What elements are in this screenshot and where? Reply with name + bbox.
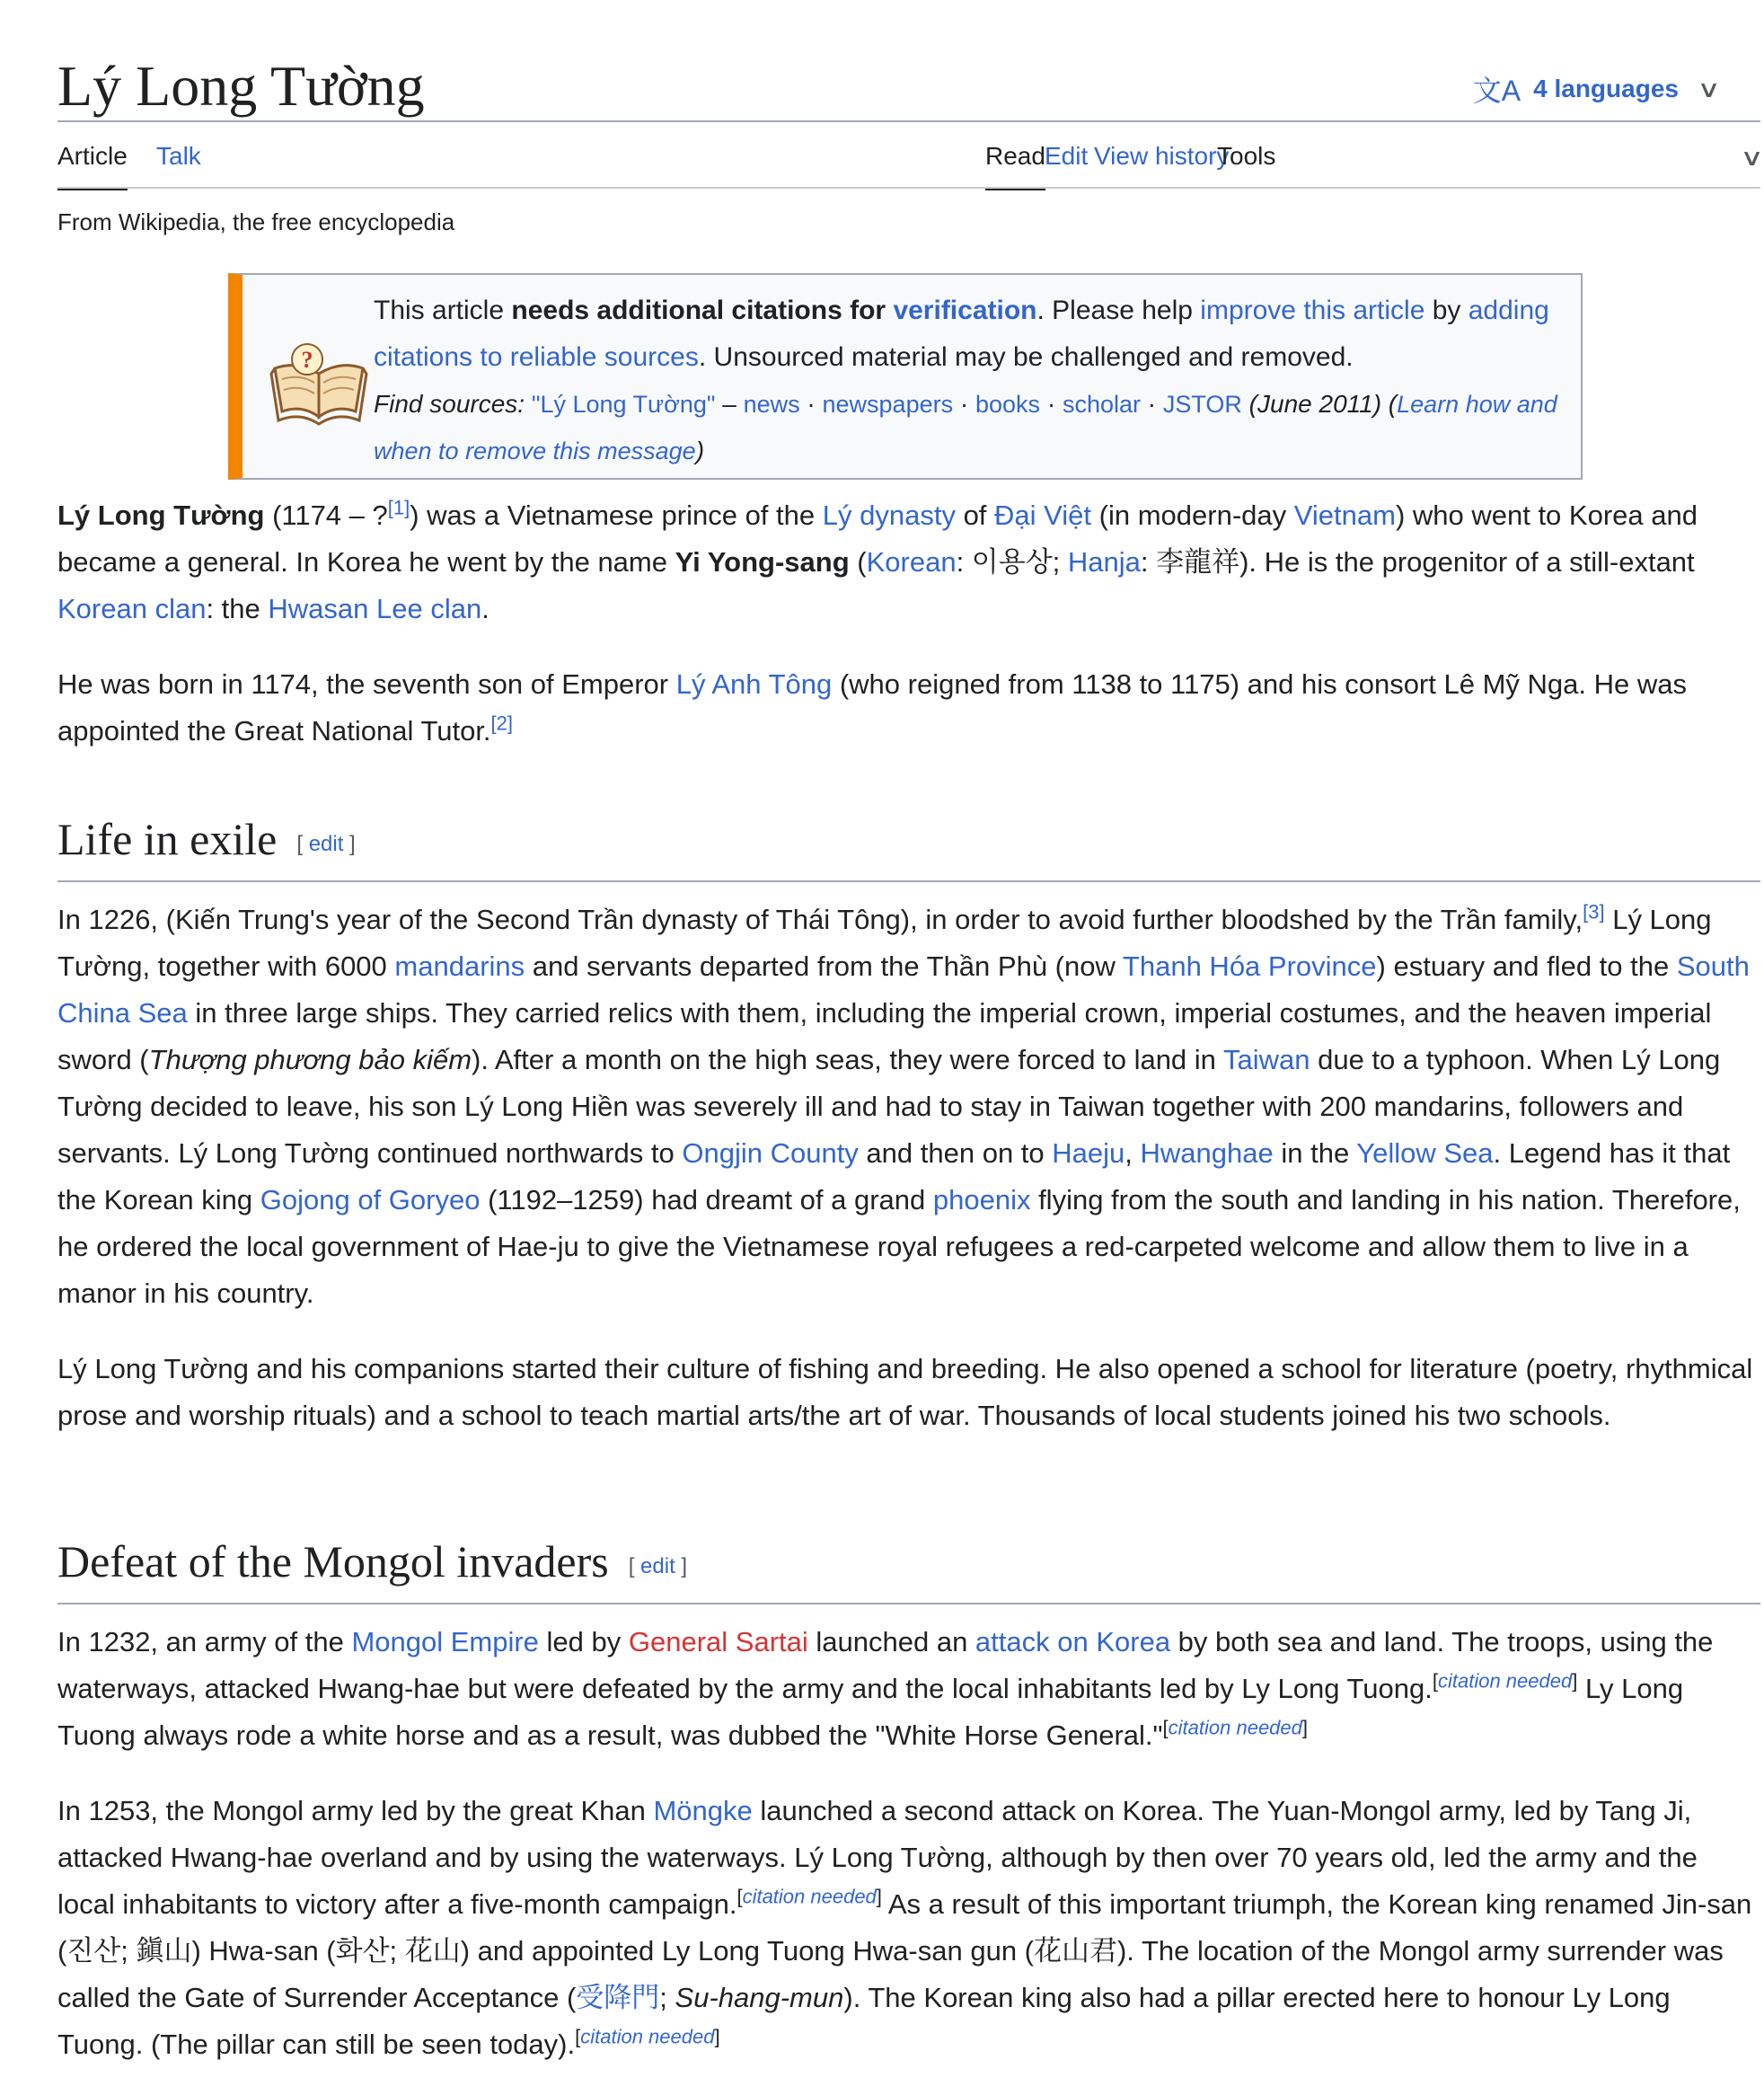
find-sources-label: Find sources: <box>374 390 532 418</box>
link-hwanghae[interactable]: Hwanghae <box>1140 1137 1274 1169</box>
ref-3[interactable] <box>1583 901 1604 924</box>
bracket: ] <box>876 1885 882 1908</box>
notice-text-3: by <box>1424 296 1469 325</box>
text: by both sea and land. The troops, using the waterways, attacked Hwang-hae but were defeated by the army and the local inhabitants led by Ly Long Tuong. <box>57 1626 1714 1704</box>
ref-1[interactable] <box>388 497 410 519</box>
find-sep: · <box>953 390 975 418</box>
ref-3-link[interactable]: [3] <box>1583 900 1605 924</box>
text: ). The Korean king also had a pillar erected here to honour Ly Long Tuong. (The pillar can still be seen today). <box>57 1982 1671 2060</box>
bracket: ] <box>1572 1669 1578 1693</box>
text: launched a second attack on Korea. The Yuan-Mongol army, led by Tang Ji, attacked Hwang-hae overland and by using the waterways. Lý Long Tường, although by then over 70 years old, led the army and the local inhabitants to victory after a five-month campaign. <box>57 1795 1698 1920</box>
text: Lý Long Tường, together with 6000 <box>57 904 1712 982</box>
link-taiwan[interactable]: Taiwan <box>1222 1044 1310 1075</box>
bracket: ] <box>1301 1716 1309 1739</box>
text: . Legend has it that the Korean king <box>57 1137 1731 1215</box>
notice-close-paren: ) <box>695 437 705 464</box>
link-hwasan-lee-clan[interactable]: Hwasan Lee clan <box>268 593 482 624</box>
text: He was born in 1174, the seventh son of Emperor <box>57 668 676 700</box>
subject-name: Lý Long Tường <box>57 499 265 531</box>
text: In 1232, an army of the <box>57 1626 352 1657</box>
notice-text-1: This article <box>374 296 512 325</box>
link-dai-viet[interactable]: Đại Việt <box>994 499 1092 531</box>
tab-view-history[interactable]: View history <box>1094 142 1230 170</box>
ref-1-link[interactable]: [1] <box>387 496 410 519</box>
section-title: Defeat of the Mongol invaders <box>57 1536 609 1587</box>
notice-date: (June 2011) ( <box>1241 390 1398 418</box>
text: . <box>481 593 490 624</box>
citation-needed-link[interactable]: citation needed <box>1437 1669 1573 1693</box>
intro-paragraph-1 <box>57 492 1757 632</box>
edit-section-link[interactable]: edit <box>640 1554 675 1578</box>
citation-needed-link[interactable]: citation needed <box>742 1885 877 1908</box>
section-title: Life in exile <box>57 814 278 864</box>
link-south-china-sea[interactable]: South China Sea <box>57 950 1750 1029</box>
link-scholar[interactable]: scholar <box>1062 391 1141 418</box>
mongol-section <box>57 1619 1757 2068</box>
link-news[interactable]: news <box>743 391 800 418</box>
bracket: [ <box>1432 1669 1438 1693</box>
link-books[interactable]: books <box>975 391 1041 418</box>
citation-needed-link[interactable]: citation needed <box>1168 1716 1302 1739</box>
site-tagline: From Wikipedia, the free encyclopedia <box>57 208 455 235</box>
link-ly-anh-tong[interactable]: Lý Anh Tông <box>675 668 833 700</box>
ref-2[interactable] <box>491 712 513 735</box>
section-heading-exile <box>57 810 1760 882</box>
heading-divider <box>57 880 1760 882</box>
bracket: [ <box>296 832 309 856</box>
link-hanja[interactable]: Hanja <box>1067 546 1141 578</box>
text: due to a typhoon. When Lý Long Tường decided to leave, his son Lý Long Hiền was severely ill and had to stay in Taiwan together with 200 mandarins, followers and servants. Lý Long Tường continued northwards to <box>57 1044 1721 1169</box>
tab-talk[interactable]: Talk <box>156 142 201 170</box>
text: ; <box>659 1982 675 2013</box>
section-edit <box>296 832 355 856</box>
korean-name: Yi Yong-sang <box>675 546 850 578</box>
tools-chevron-icon[interactable]: ∨ <box>1740 144 1764 171</box>
mongol-paragraph-1 <box>57 1619 1757 1759</box>
tools-menu[interactable]: Tools <box>1217 142 1276 170</box>
heading-divider <box>57 1603 1760 1604</box>
link-attack-on-korea[interactable]: attack on Korea <box>975 1626 1171 1657</box>
title-divider <box>57 120 1760 122</box>
edit-section-link[interactable]: edit <box>308 832 344 856</box>
citation-needed[interactable] <box>1163 1717 1308 1739</box>
text: (who reigned from 1138 to 1175) and his consort Lê Mỹ Nga. He was appointed the Great National Tutor. <box>57 668 1687 747</box>
link-mongke[interactable]: Möngke <box>653 1795 753 1826</box>
gate-romanization: Su-hang-mun <box>675 1982 844 2013</box>
link-mongol-empire[interactable]: Mongol Empire <box>351 1626 539 1657</box>
citation-needed[interactable] <box>736 1886 881 1908</box>
text: led by <box>538 1626 629 1657</box>
text: launched an <box>807 1626 975 1657</box>
text: flying from the south and landing in his nation. Therefore, he ordered the local government of Hae-ju to give the Vietnamese royal refugees a red-carpeted welcome and allow them to live in a manor in his country. <box>57 1184 1741 1309</box>
text: and then on to <box>858 1137 1053 1169</box>
text: in three large ships. They carried relics with them, including the imperial crown, imperial costumes, and the heaven imperial sword ( <box>57 997 1712 1075</box>
text: ) was a Vietnamese prince of the <box>410 499 823 531</box>
citation-notice <box>228 273 1583 480</box>
find-sep: · <box>1140 390 1163 418</box>
link-mandarins[interactable]: mandarins <box>394 950 525 982</box>
section-edit <box>629 1554 687 1578</box>
svg-text:?: ? <box>301 347 313 373</box>
language-count: 4 languages <box>1533 75 1679 102</box>
text: ) estuary and fled to the <box>1376 950 1677 982</box>
bracket: [ <box>628 1554 641 1578</box>
tab-edit[interactable]: Edit <box>1045 142 1089 170</box>
tab-article[interactable]: Article <box>57 142 128 170</box>
text: : 이용상; <box>956 546 1068 578</box>
link-thanh-hoa[interactable]: Thanh Hóa Province <box>1122 950 1377 982</box>
text: In 1253, the Mongol army led by the great Khan <box>57 1795 654 1826</box>
exile-paragraph-2: Lý Long Tường and his companions started their culture of fishing and breeding. He also opened a school for literature (poetry, rhythmical prose and worship rituals) and a school to teach martial arts/the art of war. Thousands of local students joined his two schools. <box>57 1353 1753 1431</box>
link-general-sartai[interactable]: General Sartai <box>628 1626 808 1657</box>
text: : 李龍祥). He is the progenitor of a still-extant <box>1140 546 1695 578</box>
bracket: [ <box>736 1885 743 1908</box>
link-korean[interactable]: Korean <box>866 546 957 578</box>
bracket: ] <box>675 1554 688 1578</box>
section-heading-mongol <box>57 1533 1760 1604</box>
tab-read[interactable]: Read <box>985 142 1045 170</box>
tabs-divider <box>57 187 1760 189</box>
bracket: ] <box>343 832 356 856</box>
language-selector[interactable] <box>1472 68 1721 110</box>
exile-section <box>57 897 1757 1439</box>
link-adding-citations[interactable]: adding citations to reliable sources <box>374 296 1549 372</box>
text: ). After a month on the high seas, they were forced to land in <box>472 1044 1223 1075</box>
link-ongjin-county[interactable]: Ongjin County <box>682 1137 859 1169</box>
chevron-down-icon: ∨ <box>1697 75 1721 102</box>
text: In 1226, (Kiến Trung's year of the Second Trần dynasty of Thái Tông), in order to avoid further bloodshed by the Trần family, <box>57 904 1583 935</box>
notice-bold: needs additional citations for <box>511 296 894 325</box>
ref-2-link[interactable]: [2] <box>490 712 514 735</box>
text: (in modern-day <box>1091 499 1294 531</box>
text: (1192–1259) had dreamt of a grand <box>480 1184 933 1215</box>
mongol-paragraph-2 <box>57 1788 1757 2068</box>
citation-needed[interactable] <box>1433 1670 1577 1693</box>
exile-paragraph-1 <box>57 897 1757 1317</box>
intro-paragraph-2 <box>57 661 1757 755</box>
bracket: ] <box>714 2025 720 2048</box>
book-question-icon <box>269 338 368 428</box>
text: , <box>1125 1137 1141 1169</box>
text: ) who went to Korea and became a general. In Korea he went by the name <box>57 499 1698 578</box>
find-sources <box>374 381 1568 474</box>
notice-text-2: . Please help <box>1036 296 1201 325</box>
link-korean-clan[interactable]: Korean clan <box>57 593 207 624</box>
bracket: [ <box>575 2025 581 2048</box>
text: in the <box>1273 1137 1357 1169</box>
link-verification[interactable]: verification <box>893 296 1037 325</box>
link-learn-remove[interactable]: Learn how and when to remove this message <box>374 391 1557 464</box>
text: Ly Long Tuong always rode a white horse and as a result, was dubbed the "White Horse General." <box>57 1673 1684 1751</box>
text: (1174 – ? <box>264 499 388 531</box>
bracket: [ <box>1162 1716 1169 1739</box>
link-vietnam[interactable]: Vietnam <box>1293 499 1396 531</box>
sword-name: Thượng phương bảo kiếm <box>148 1044 472 1075</box>
find-sep: · <box>799 390 823 418</box>
citation-needed[interactable] <box>575 2026 719 2048</box>
text: ( <box>849 546 867 578</box>
text: : the <box>206 593 269 624</box>
link-ly-dynasty[interactable]: Lý dynasty <box>822 499 956 531</box>
link-gojong[interactable]: Gojong of Goryeo <box>260 1184 481 1215</box>
text: and servants departed from the Thần Phù (now <box>525 950 1123 982</box>
link-yellow-sea[interactable]: Yellow Sea <box>1356 1137 1494 1169</box>
notice-text <box>374 287 1568 474</box>
page-tabs <box>57 126 1764 189</box>
link-find-query[interactable]: "Lý Long Tường" <box>531 391 716 418</box>
citation-needed-link[interactable]: citation needed <box>580 2025 715 2048</box>
link-newspapers[interactable]: newspapers <box>822 391 954 418</box>
notice-text-4: . Unsourced material may be challenged and removed. <box>698 342 1354 372</box>
find-sep: · <box>1040 390 1063 418</box>
link-phoenix[interactable]: phoenix <box>932 1184 1031 1215</box>
text: of <box>955 499 995 531</box>
page-title: Lý Long Tường <box>57 54 425 118</box>
link-improve-article[interactable]: improve this article <box>1200 296 1425 325</box>
translate-icon: 文A <box>1472 75 1521 107</box>
intro-section <box>57 492 1757 755</box>
find-dash: – <box>715 390 744 418</box>
link-gate-hanja[interactable]: 受降門 <box>576 1982 660 2013</box>
link-haeju[interactable]: Haeju <box>1052 1137 1125 1169</box>
link-jstor[interactable]: JSTOR <box>1162 391 1242 418</box>
text: As a result of this important triumph, the Korean king renamed Jin-san (진산; 鎭山) Hwa-san (화산; 花山) and appointed Ly Long Tuong Hwa-san gun (花山君). The location of the Mongol army surrender was called the Gate of Surrender Acceptance ( <box>57 1888 1752 2013</box>
